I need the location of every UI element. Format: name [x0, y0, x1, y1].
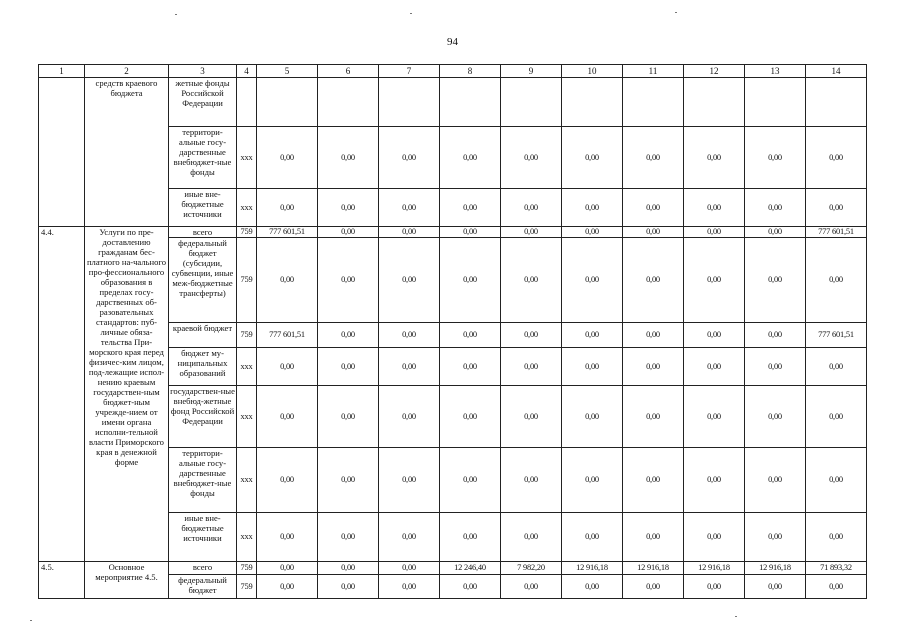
funding-source: федеральный бюджет [169, 575, 237, 599]
amount-cell: 0,00 [257, 348, 318, 386]
funding-source: всего [169, 562, 237, 575]
column-header: 5 [257, 65, 318, 78]
scan-speck [30, 620, 32, 621]
amount-cell: 0,00 [501, 323, 562, 348]
funding-source: всего [169, 227, 237, 238]
amount-cell: 0,00 [318, 448, 379, 513]
amount-cell: 0,00 [623, 448, 684, 513]
amount-cell: 0,00 [379, 448, 440, 513]
amount-cell: 0,00 [501, 513, 562, 562]
amount-cell [318, 78, 379, 127]
amount-cell: 0,00 [257, 238, 318, 323]
amount-cell: 0,00 [623, 386, 684, 448]
amount-cell: 0,00 [806, 513, 867, 562]
scan-speck [735, 616, 737, 617]
amount-cell: 0,00 [562, 323, 623, 348]
amount-cell: 0,00 [440, 238, 501, 323]
column-header: 11 [623, 65, 684, 78]
budget-code: 759 [237, 227, 257, 238]
amount-cell: 0,00 [745, 513, 806, 562]
amount-cell: 0,00 [684, 448, 745, 513]
column-header: 1 [39, 65, 85, 78]
amount-cell: 0,00 [318, 127, 379, 189]
funding-source: иные вне-бюджетные источники [169, 189, 237, 227]
page-number: 94 [447, 36, 458, 48]
row-number: 4.5. [39, 562, 85, 599]
column-header: 4 [237, 65, 257, 78]
budget-code: xxx [237, 448, 257, 513]
amount-cell: 0,00 [745, 238, 806, 323]
scan-speck [410, 13, 412, 14]
funding-source: иные вне-бюджетные источники [169, 513, 237, 562]
amount-cell: 0,00 [440, 448, 501, 513]
amount-cell [501, 78, 562, 127]
column-header: 7 [379, 65, 440, 78]
amount-cell: 0,00 [623, 575, 684, 599]
amount-cell: 0,00 [562, 227, 623, 238]
amount-cell: 0,00 [623, 189, 684, 227]
amount-cell: 0,00 [501, 189, 562, 227]
amount-cell: 0,00 [684, 323, 745, 348]
amount-cell: 0,00 [440, 513, 501, 562]
amount-cell: 0,00 [806, 386, 867, 448]
column-header: 13 [745, 65, 806, 78]
amount-cell: 0,00 [257, 513, 318, 562]
amount-cell: 0,00 [745, 575, 806, 599]
amount-cell: 0,00 [806, 238, 867, 323]
amount-cell: 0,00 [318, 348, 379, 386]
amount-cell: 0,00 [745, 323, 806, 348]
amount-cell: 0,00 [684, 348, 745, 386]
table-body [39, 65, 867, 599]
funding-source: бюджет му-ниципальных образований [169, 348, 237, 386]
amount-cell [562, 78, 623, 127]
header-row [39, 65, 867, 78]
amount-cell [440, 78, 501, 127]
amount-cell: 0,00 [623, 227, 684, 238]
amount-cell: 0,00 [806, 448, 867, 513]
amount-cell: 0,00 [318, 227, 379, 238]
funding-source: краевой бюджет [169, 323, 237, 348]
amount-cell: 0,00 [257, 189, 318, 227]
activity-name: Основное мероприятие 4.5. [85, 562, 169, 599]
amount-cell: 0,00 [806, 127, 867, 189]
amount-cell [684, 78, 745, 127]
funding-source: федеральный бюджет (субсидии, субвенции, иные меж-бюджетные трансферты) [169, 238, 237, 323]
amount-cell: 7 982,20 [501, 562, 562, 575]
amount-cell: 0,00 [501, 386, 562, 448]
amount-cell: 0,00 [440, 227, 501, 238]
budget-code: xxx [237, 127, 257, 189]
amount-cell: 0,00 [379, 238, 440, 323]
amount-cell: 777 601,51 [806, 227, 867, 238]
amount-cell: 12 916,18 [684, 562, 745, 575]
amount-cell: 0,00 [562, 575, 623, 599]
amount-cell: 0,00 [440, 348, 501, 386]
amount-cell: 0,00 [745, 227, 806, 238]
table-row [39, 78, 867, 127]
amount-cell: 0,00 [318, 238, 379, 323]
budget-code: 759 [237, 575, 257, 599]
table-row [39, 562, 867, 575]
scan-speck [675, 12, 677, 13]
column-header: 12 [684, 65, 745, 78]
amount-cell: 0,00 [318, 562, 379, 575]
amount-cell: 0,00 [318, 189, 379, 227]
amount-cell: 0,00 [318, 513, 379, 562]
column-header: 2 [85, 65, 169, 78]
amount-cell: 0,00 [684, 513, 745, 562]
budget-code: 759 [237, 562, 257, 575]
amount-cell: 0,00 [257, 575, 318, 599]
row-number: 4.4. [39, 227, 85, 562]
column-header: 9 [501, 65, 562, 78]
amount-cell: 0,00 [684, 189, 745, 227]
amount-cell: 0,00 [806, 348, 867, 386]
amount-cell: 0,00 [379, 348, 440, 386]
amount-cell [379, 78, 440, 127]
amount-cell: 0,00 [806, 189, 867, 227]
amount-cell: 0,00 [623, 127, 684, 189]
funding-source: государствен-ные внебюд-жетные фонд Российской Федерации [169, 386, 237, 448]
amount-cell: 0,00 [806, 575, 867, 599]
amount-cell: 0,00 [379, 323, 440, 348]
scan-speck [175, 14, 177, 15]
funding-source: жетные фонды Российской Федерации [169, 78, 237, 127]
amount-cell: 0,00 [379, 227, 440, 238]
amount-cell: 0,00 [318, 323, 379, 348]
amount-cell: 0,00 [440, 575, 501, 599]
row-number [39, 78, 85, 227]
amount-cell: 0,00 [745, 386, 806, 448]
activity-name: Услуги по пре-доставлению гражданам бес-платного на-чального про-фессионального образования в пределах госу-дарственных об-разовательных стандартов: пуб-личные обяза-тельства При-морского края перед физичес-ким лицом, под-лежащие испол-нению краевым государствен-ным бюджет-ным учрежде-нием от имени органа исполни-тельной власти Приморского края в денежной форме [85, 227, 169, 562]
amount-cell: 12 916,18 [562, 562, 623, 575]
budget-table [38, 64, 867, 599]
amount-cell: 0,00 [440, 127, 501, 189]
column-header: 8 [440, 65, 501, 78]
amount-cell: 12 916,18 [745, 562, 806, 575]
amount-cell: 0,00 [684, 238, 745, 323]
amount-cell: 0,00 [562, 238, 623, 323]
amount-cell: 0,00 [562, 189, 623, 227]
amount-cell: 0,00 [257, 448, 318, 513]
budget-code: xxx [237, 513, 257, 562]
amount-cell [806, 78, 867, 127]
amount-cell: 71 893,32 [806, 562, 867, 575]
amount-cell: 0,00 [562, 386, 623, 448]
amount-cell: 0,00 [684, 386, 745, 448]
activity-name: средств краевого бюджета [85, 78, 169, 227]
amount-cell: 0,00 [623, 238, 684, 323]
budget-code: 759 [237, 238, 257, 323]
amount-cell: 0,00 [318, 575, 379, 599]
amount-cell: 0,00 [562, 513, 623, 562]
amount-cell: 0,00 [379, 189, 440, 227]
amount-cell: 0,00 [257, 127, 318, 189]
amount-cell: 0,00 [257, 562, 318, 575]
amount-cell: 0,00 [684, 227, 745, 238]
budget-code [237, 78, 257, 127]
table-row [39, 227, 867, 238]
column-header: 6 [318, 65, 379, 78]
amount-cell: 0,00 [745, 348, 806, 386]
amount-cell: 0,00 [318, 386, 379, 448]
amount-cell: 0,00 [623, 513, 684, 562]
budget-code: 759 [237, 323, 257, 348]
amount-cell: 0,00 [562, 448, 623, 513]
column-header: 3 [169, 65, 237, 78]
column-header: 14 [806, 65, 867, 78]
funding-source: территори-альные госу-дарственные внебюджет-ные фонды [169, 127, 237, 189]
amount-cell: 0,00 [562, 348, 623, 386]
amount-cell: 0,00 [562, 127, 623, 189]
amount-cell: 777 601,51 [257, 323, 318, 348]
amount-cell: 777 601,51 [257, 227, 318, 238]
amount-cell: 0,00 [440, 189, 501, 227]
amount-cell: 0,00 [379, 562, 440, 575]
amount-cell: 0,00 [379, 386, 440, 448]
amount-cell: 0,00 [623, 348, 684, 386]
amount-cell [257, 78, 318, 127]
amount-cell: 0,00 [745, 189, 806, 227]
amount-cell: 0,00 [501, 348, 562, 386]
column-header: 10 [562, 65, 623, 78]
amount-cell: 0,00 [501, 127, 562, 189]
budget-code: xxx [237, 189, 257, 227]
amount-cell: 12 246,40 [440, 562, 501, 575]
amount-cell: 0,00 [745, 127, 806, 189]
amount-cell: 0,00 [501, 238, 562, 323]
amount-cell: 0,00 [501, 448, 562, 513]
amount-cell: 0,00 [257, 386, 318, 448]
amount-cell: 12 916,18 [623, 562, 684, 575]
amount-cell: 0,00 [684, 575, 745, 599]
amount-cell: 0,00 [379, 127, 440, 189]
amount-cell: 0,00 [501, 575, 562, 599]
funding-source: территори-альные госу-дарственные внебюджет-ные фонды [169, 448, 237, 513]
amount-cell [745, 78, 806, 127]
amount-cell: 0,00 [501, 227, 562, 238]
amount-cell [623, 78, 684, 127]
amount-cell: 0,00 [440, 386, 501, 448]
amount-cell: 0,00 [623, 323, 684, 348]
budget-code: xxx [237, 348, 257, 386]
amount-cell: 777 601,51 [806, 323, 867, 348]
amount-cell: 0,00 [745, 448, 806, 513]
amount-cell: 0,00 [440, 323, 501, 348]
amount-cell: 0,00 [379, 575, 440, 599]
amount-cell: 0,00 [684, 127, 745, 189]
amount-cell: 0,00 [379, 513, 440, 562]
budget-code: xxx [237, 386, 257, 448]
